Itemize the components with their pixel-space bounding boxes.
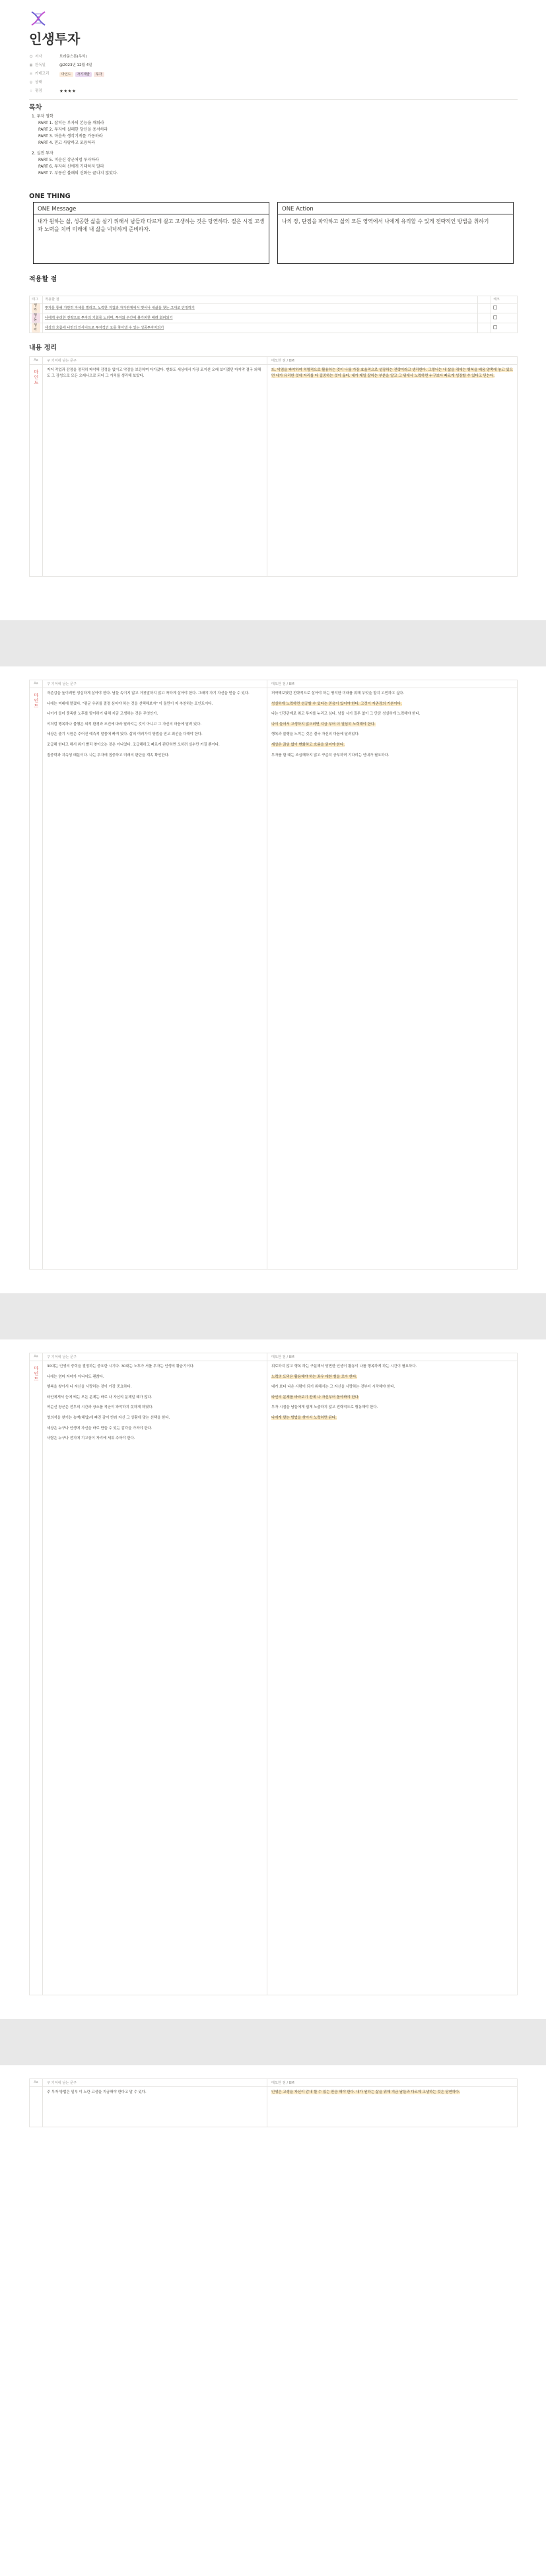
quote-text: 여순신 장군은 전투의 시간과 장소를 적군이 파악하지 못하게 하였다. xyxy=(47,1405,154,1410)
memo-text: 성실하게 노력하면 성공할 수 있다는 믿음이 있어야 한다. 그것이 자존감의 기본이다. xyxy=(271,701,402,706)
apply-table xyxy=(29,296,518,333)
sheet-4 xyxy=(0,2065,546,2576)
notes-heading: 내용 정리 xyxy=(29,344,57,352)
quote-text: 세상은 누구나 인생에 자신을 바로 만들 수 있는 감각을 가져야 한다. xyxy=(47,1426,153,1431)
category-label: 마인드 xyxy=(33,370,39,385)
property-category[interactable]: ≡ 카테고리 마인드 자기계발 투자 xyxy=(29,70,267,79)
notes-header-row: Aa 구 기억에 남는 문구 메모한 점 / BM xyxy=(30,2079,517,2087)
checkbox[interactable] xyxy=(493,315,497,319)
person-icon: ☺ xyxy=(29,54,33,59)
tag-pill: 생각 xyxy=(32,304,40,313)
one-action-title: ONE Action xyxy=(278,203,513,214)
page-break xyxy=(0,1293,546,1339)
calendar-icon: ▦ xyxy=(29,63,33,67)
one-action-box xyxy=(277,202,514,264)
memo-text: 타인의 문제를 바라보기 전에 나 자신부터 돌아봐야 한다. xyxy=(271,1395,360,1400)
dna-icon xyxy=(29,11,48,26)
one-message-body: 내가 원하는 삶, 성공한 삶을 살기 위해서 남들과 다르게 살고 고생하는 것은 당연하다. 절은 시절 고생과 노력을 치러 미래에 내 삶을 넉넉하게 준비하자. xyxy=(38,218,265,232)
quote-text: 나이가 들어 풍족한 노후를 맞이하기 위해 지금 고생하는 것은 무엇인가. xyxy=(47,712,158,717)
apply-text: 투자를 통해 가만히 자체를 벌리고, 노력한 지갑과 자가관계에서 벗어나 내삶을 찾는 그대로 인정하기 xyxy=(44,306,195,310)
table-row[interactable] xyxy=(30,323,518,333)
quote-text: 나에는 엄마 자녀가 아니어도 괜찮다. xyxy=(47,1374,104,1379)
notes-table xyxy=(29,1353,518,1995)
apply-text: 세상의 흐름에 나만의 인사이트로 투자적인 요를 찾아낼 수 있는 성공투자자되기 xyxy=(44,326,164,331)
memo-text: 허약해보였던 전략적으로 살아야 하는 명석한 미래를 위해 무엇을 할지 고민하고 싶다. xyxy=(271,692,405,695)
status-icon: ◎ xyxy=(29,80,33,84)
one-message-box xyxy=(33,202,269,264)
notes-header-row: Aa 구 기억에 남는 문구 메모한 점 / BM xyxy=(30,680,517,688)
quote-text: 영의석을 찾기는 농맥(혜입)에 빠진 감이 반라 자신 그 상황에 맞는 선택을 한다. xyxy=(47,1415,170,1420)
quote-text: 사람은 누구나 전지에 기고상이 자리에 세워 주어야 한다. xyxy=(47,1436,135,1441)
category-tag[interactable]: 자기계발 xyxy=(75,72,92,77)
rating-stars: ★★★★ xyxy=(59,88,77,94)
page-break xyxy=(0,620,546,666)
category-tag[interactable]: 마인드 xyxy=(59,72,73,77)
category-label: 마인드 xyxy=(33,1366,39,1382)
quote-text: 자존감을 높이려면 성실하게 살아야 한다. 남들 속이지 않고 거짓말하지 않고 착하게 살아야 한다. 그래야 자기 자신을 믿을 수 있다. xyxy=(47,692,250,695)
notes-table xyxy=(29,680,518,1270)
toc-heading: 목차 xyxy=(29,104,42,112)
memo-text: 투자 시점을 남들에게 쉽게 노출하지 않고 전략적으로 행동해야 한다. xyxy=(271,1405,378,1410)
memo-text: 위로하지 않고 행복 하는 구분해서 당면한 인생이 활동이 나를 행복하게 하는 시간이 필요하다. xyxy=(271,1365,417,1368)
category-label: 마인드 xyxy=(33,693,39,709)
list-icon: ≡ xyxy=(29,71,33,76)
checkbox[interactable] xyxy=(493,325,497,329)
quote-text: 타인에게서 눈에 띄는 모든 문제는 바로 나 자신의 문제일 때가 많다. xyxy=(47,1395,153,1400)
quote-text: 세상은 줄기 시원은 주어진 예측적 말씀에 빠져 있다. 삶의 여러가지 방법을 믿고 최선을 다해야 한다. xyxy=(47,732,203,737)
quote-text: 주 투자 방법은 일부 이 노란 고생을 지금해야 한다고 말 수 있다. xyxy=(47,2090,147,2094)
star-icon: ☆ xyxy=(29,88,33,93)
table-row[interactable] xyxy=(30,1361,517,1995)
one-thing-heading: ONE THING xyxy=(29,193,71,200)
one-action-body: 나의 장, 단점을 파악하고 삶의 모든 영역에서 나에게 유리할 수 있게 전략적인 방법을 취하기 xyxy=(282,218,489,224)
memo-text: 내가 보다 나은 사람이 되기 위해서는 그 자신을 사랑하는 것부터 시작해야 한다. xyxy=(271,1385,395,1390)
quote-text: 조급해 한다고 해서 위기 빨리 찾아오는 것은 아니었다. 조급해하고 빠르게 판단하면 오히려 실수만 커질 뿐이다. xyxy=(47,742,220,747)
table-row[interactable] xyxy=(30,365,517,576)
toc-item: PART 5. 미순신 장군처럼 투자하라 xyxy=(38,158,99,162)
property-list xyxy=(29,53,267,96)
tag-pill: 생각 xyxy=(32,323,40,333)
toc-item: PART 1. 잡히는 부자의 본능을 깨워라 xyxy=(38,121,104,125)
table-row[interactable] xyxy=(30,688,517,1269)
table-row[interactable] xyxy=(30,304,518,313)
one-message-title: ONE Message xyxy=(34,203,269,214)
memo-text: 투자를 할 때는 조급해하지 않고 꾸준히 공부하며 기다리는 인내가 필요하다. xyxy=(271,753,390,757)
page-title: 인생투자 xyxy=(29,31,81,47)
sheet-2 xyxy=(0,666,546,1293)
memo-text: 나이 들어서 고생하지 않으려면 지금 부터 더 열심히 노력해야 한다. xyxy=(271,722,376,726)
apply-text: 나에게 유리한 전략으로 투자의 기회를 노리며, 투자와 손간에 불가피한 배려 회피되기 xyxy=(44,316,173,321)
notes-header-row: Aa 구 기억에 남는 문구 메모한 점 / BM xyxy=(30,1353,517,1361)
quote-text: 집중력과 지속성 때문이다. 나는 투자에 집중하고 미래의 판단을 계속 확인한다. xyxy=(47,753,170,757)
toc-item: PART 6. 투자의 신에게 기대하지 말라 xyxy=(38,164,104,169)
tag-pill: 행동 xyxy=(32,313,40,323)
toc-item: PART 2. 투자에 실패한 당신을 용서하라 xyxy=(38,127,108,132)
memo-text: 뜨, 악점을 파악하여 치명적으로 활용하는 것이 나를 가장 효율적으로 성장하는 전략이라고 생각한다. 그렇니는 내 삶을 쥐에는 행복을 배움 양쪽에 놓고 있으면 내가 유리한 것에 자리를 다 집중하는 것이 옳다. 내가 제일 잘하는 부분을 알고 그 위에서 노력하면 누구보다 빠르게 성장할 수 있다고 믿는다. xyxy=(271,368,513,378)
quote-text: 저저 작업과 감정을 정직히 파악해 감정을 없이고 악감을 보강하며 다가갔다. 변화도 세상에서 가장 포지션 오래 보이겠던 마지막 결국 외해도 그 감성으로 모든 오래나으로 되어 그 가치를 생각해 보았다. xyxy=(47,368,261,378)
memo-text: 인생은 고생을 자신이 감내 할 수 있는 만큼 해야 한다. 내가 원하는 삶을 위해 지금 남들과 다르게 고생하는 것은 당연하다. xyxy=(271,2090,460,2094)
checkbox[interactable] xyxy=(493,306,497,309)
quote-text: 30대는 인생의 중력을 결정하는 중요한 시기다. 30대는 노후가 서를 투자는 인생의 황금기이다. xyxy=(47,1365,195,1368)
memo-text: 행복과 불행을 느끼는 것은 결국 자신의 마음에 달려있다. xyxy=(271,732,360,737)
memo-text: 세상은 끊임 없이 변화하고 흐름을 읽어야 한다. xyxy=(271,742,345,747)
sheet-1 xyxy=(0,0,546,620)
property-author[interactable]: ☺ 저자 브라운스톤(우석) xyxy=(29,54,87,59)
apply-heading: 적용할 점 xyxy=(29,276,57,283)
table-row[interactable] xyxy=(30,313,518,323)
table-of-contents xyxy=(29,113,518,177)
notes-header-row: Aa 구 기억에 남는 문구 메모한 점 / BM xyxy=(30,357,517,365)
toc-item: PART 3. 마음속 생각기계를 가동하라 xyxy=(38,134,103,139)
sheet-3 xyxy=(0,1339,546,2019)
property-rating[interactable]: ☆ 평점 ★★★★ xyxy=(29,88,77,94)
toc-part: 2. 실전 투자 xyxy=(32,151,53,156)
memo-text: 나는 인간관계로 취고 투자를 누리고 싶다. 남들 시기 질투 없이 그 만큼 성실하게 노력해야 한다. xyxy=(271,712,421,717)
category-tag[interactable]: 투자 xyxy=(94,72,104,77)
notes-table xyxy=(29,356,518,577)
toc-part: 1. 투자 철학 xyxy=(32,114,53,119)
table-header-row: 태그 적용할 점 체크 xyxy=(30,296,518,304)
toc-item: PART 7. 부동산 불패의 신화는 끝나지 않았다. xyxy=(38,171,118,176)
table-row[interactable] xyxy=(30,2087,517,2127)
quote-text: 행복을 찾아서 나 자신을 사랑하는 것이 가장 중요하다. xyxy=(47,1385,132,1390)
notes-table xyxy=(29,2078,518,2127)
quote-text: 나에는 미래에 맡겼다. "평균 우위를 결정 심어야 하는 것을 선택해보자" 이 둘만이 자 추천하는 포인트이다. xyxy=(47,701,213,706)
toc-item: PART 4. 믿고 사랑하고 포용하라 xyxy=(38,141,96,145)
page-break xyxy=(0,2019,546,2065)
property-status[interactable]: ◎ 상태 xyxy=(29,80,42,85)
memo-text: 나에게 맞는 방법을 찾아서 노력하면 된다. xyxy=(271,1415,337,1420)
divider xyxy=(29,99,518,100)
memo-text: 노력의 도덕은 활용해야 하는 좌우 대한 힘을 모아 한다. xyxy=(271,1374,357,1379)
quote-text: 이처럼 행복하나 불행은 외적 환경과 조건에 따라 달라지는 것이 아니고 그 자신의 마음에 달려 있다. xyxy=(47,722,201,726)
property-date[interactable]: ▦ 완독일 @2023년 12월 4일 xyxy=(29,63,92,68)
